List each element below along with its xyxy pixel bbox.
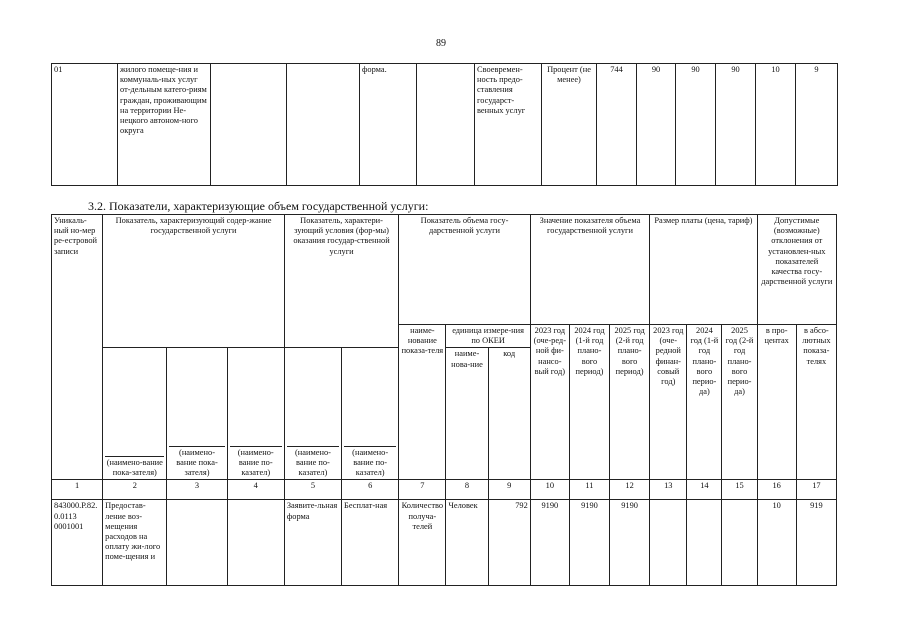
- cell-quality-indicator: Своевремен-ность предо-ставления государст-венных услуг: [475, 64, 542, 186]
- column-number: 5: [284, 480, 341, 500]
- cell-deviation-percent: 10: [756, 64, 796, 186]
- cell-empty: [227, 500, 284, 586]
- table-row: [52, 500, 837, 586]
- volume-table: [51, 214, 837, 586]
- cell-form: форма.: [360, 64, 417, 186]
- column-number: 3: [167, 480, 227, 500]
- column-number: 12: [610, 480, 650, 500]
- column-number: 15: [722, 480, 757, 500]
- cell-unit: Процент (не менее): [542, 64, 597, 186]
- cell-unit-name: Человек: [446, 500, 488, 586]
- cell-value-2025: 9190: [610, 500, 650, 586]
- header-content-indicator: Показатель, характеризующий содер-жание государственной услуги: [103, 215, 285, 348]
- cell-indicator-name: Количество получа-телей: [399, 500, 446, 586]
- header-okei-unit: единица измере-ния по ОКЕИ: [446, 325, 530, 348]
- column-number: 6: [342, 480, 399, 500]
- cell-code: 744: [597, 64, 637, 186]
- header-fee-2024: 2024 год (1-й год плано-вого перио-да): [687, 325, 722, 480]
- cell-empty: [211, 64, 287, 186]
- cell-payment: Бесплат-ная: [342, 500, 399, 586]
- header-name-indicator-6: (наимено-вание по-казател): [342, 348, 399, 480]
- column-number: 17: [796, 480, 836, 500]
- header-percent: в про-центах: [757, 325, 796, 480]
- cell-deviation-absolute: 9: [796, 64, 838, 186]
- header-indicator-name: наиме-нование показа-теля: [399, 325, 446, 480]
- header-okei-name: наиме-нова-ние: [446, 348, 488, 480]
- table-row: [52, 64, 838, 186]
- cell-empty: [167, 500, 227, 586]
- header-deviations: Допустимые (возможные) отклонения от установлен-ных показателей качества госу-дарственной услуги: [757, 215, 836, 325]
- header-fee-2025: 2025 год (2-й год плано-вого перио-да): [722, 325, 757, 480]
- page-number: 89: [436, 38, 446, 49]
- cell-service-content: Предостав-ление воз-мещения расходов на оплату жи-лого поме-щения и: [103, 500, 167, 586]
- header-unique-number: Уникаль-ный но-мер ре-естровой записи: [52, 215, 103, 480]
- cell-registry-number: 843000.Р.82.0.0113 0001001: [52, 500, 103, 586]
- header-name-indicator-4: (наимено-вание по-казател): [227, 348, 284, 480]
- table-row: [52, 480, 837, 500]
- header-volume-indicator: Показатель объема госу-дарственной услуги: [399, 215, 530, 325]
- header-name-indicator-5: (наимено-вание по-казател): [284, 348, 341, 480]
- column-number: 16: [757, 480, 796, 500]
- section-heading: 3.2. Показатели, характеризующие объем государственной услуги:: [88, 199, 429, 213]
- cell-number: 01: [52, 64, 118, 186]
- column-number: 11: [569, 480, 609, 500]
- cell-value-2025: 90: [716, 64, 756, 186]
- cell-empty: [417, 64, 475, 186]
- continuation-table: [51, 63, 838, 186]
- cell-empty: [722, 500, 757, 586]
- header-volume-value: Значение показателя объема государственной услуги: [530, 215, 649, 325]
- column-number: 8: [446, 480, 488, 500]
- cell-value-2024: 90: [676, 64, 716, 186]
- header-name-indicator-3: (наимено-вание пока-зателя): [167, 348, 227, 480]
- cell-service-content: жилого помеще-ния и коммуналь-ных услуг от-дельным катего-риям граждан, проживающим на территории Не-нецкого автоном-ного округа: [118, 64, 211, 186]
- cell-deviation-percent: 10: [757, 500, 796, 586]
- header-okei-code: код: [488, 348, 530, 480]
- cell-deviation-absolute: 919: [796, 500, 836, 586]
- header-year-2025: 2025 год (2-й год плано-вого период): [610, 325, 650, 480]
- column-number: 13: [650, 480, 687, 500]
- cell-value-2023: 90: [637, 64, 676, 186]
- column-number: 14: [687, 480, 722, 500]
- header-fee: Размер платы (цена, тариф): [650, 215, 757, 325]
- column-number: 2: [103, 480, 167, 500]
- header-conditions-indicator: Показатель, характери-зующий условия (фор-мы) оказания государ-ственной услуги: [284, 215, 398, 348]
- column-number: 7: [399, 480, 446, 500]
- header-absolute: в абсо-лютных показа-телях: [796, 325, 836, 480]
- header-name-indicator-2: (наимено-вание пока-зателя): [103, 348, 167, 480]
- column-number: 10: [530, 480, 569, 500]
- column-number: 4: [227, 480, 284, 500]
- header-year-2024: 2024 год (1-й год плано-вого период): [569, 325, 609, 480]
- table-row: [52, 215, 837, 325]
- cell-empty: [650, 500, 687, 586]
- cell-empty: [287, 64, 360, 186]
- column-number: 9: [488, 480, 530, 500]
- header-year-2023: 2023 год (оче-ред-ной фи-нансо-вый год): [530, 325, 569, 480]
- cell-empty: [687, 500, 722, 586]
- cell-value-2023: 9190: [530, 500, 569, 586]
- cell-unit-code: 792: [488, 500, 530, 586]
- column-number: 1: [52, 480, 103, 500]
- header-fee-2023: 2023 год (оче-редной финан-совый год): [650, 325, 687, 480]
- cell-value-2024: 9190: [569, 500, 609, 586]
- cell-form: Заявите-льная форма: [284, 500, 341, 586]
